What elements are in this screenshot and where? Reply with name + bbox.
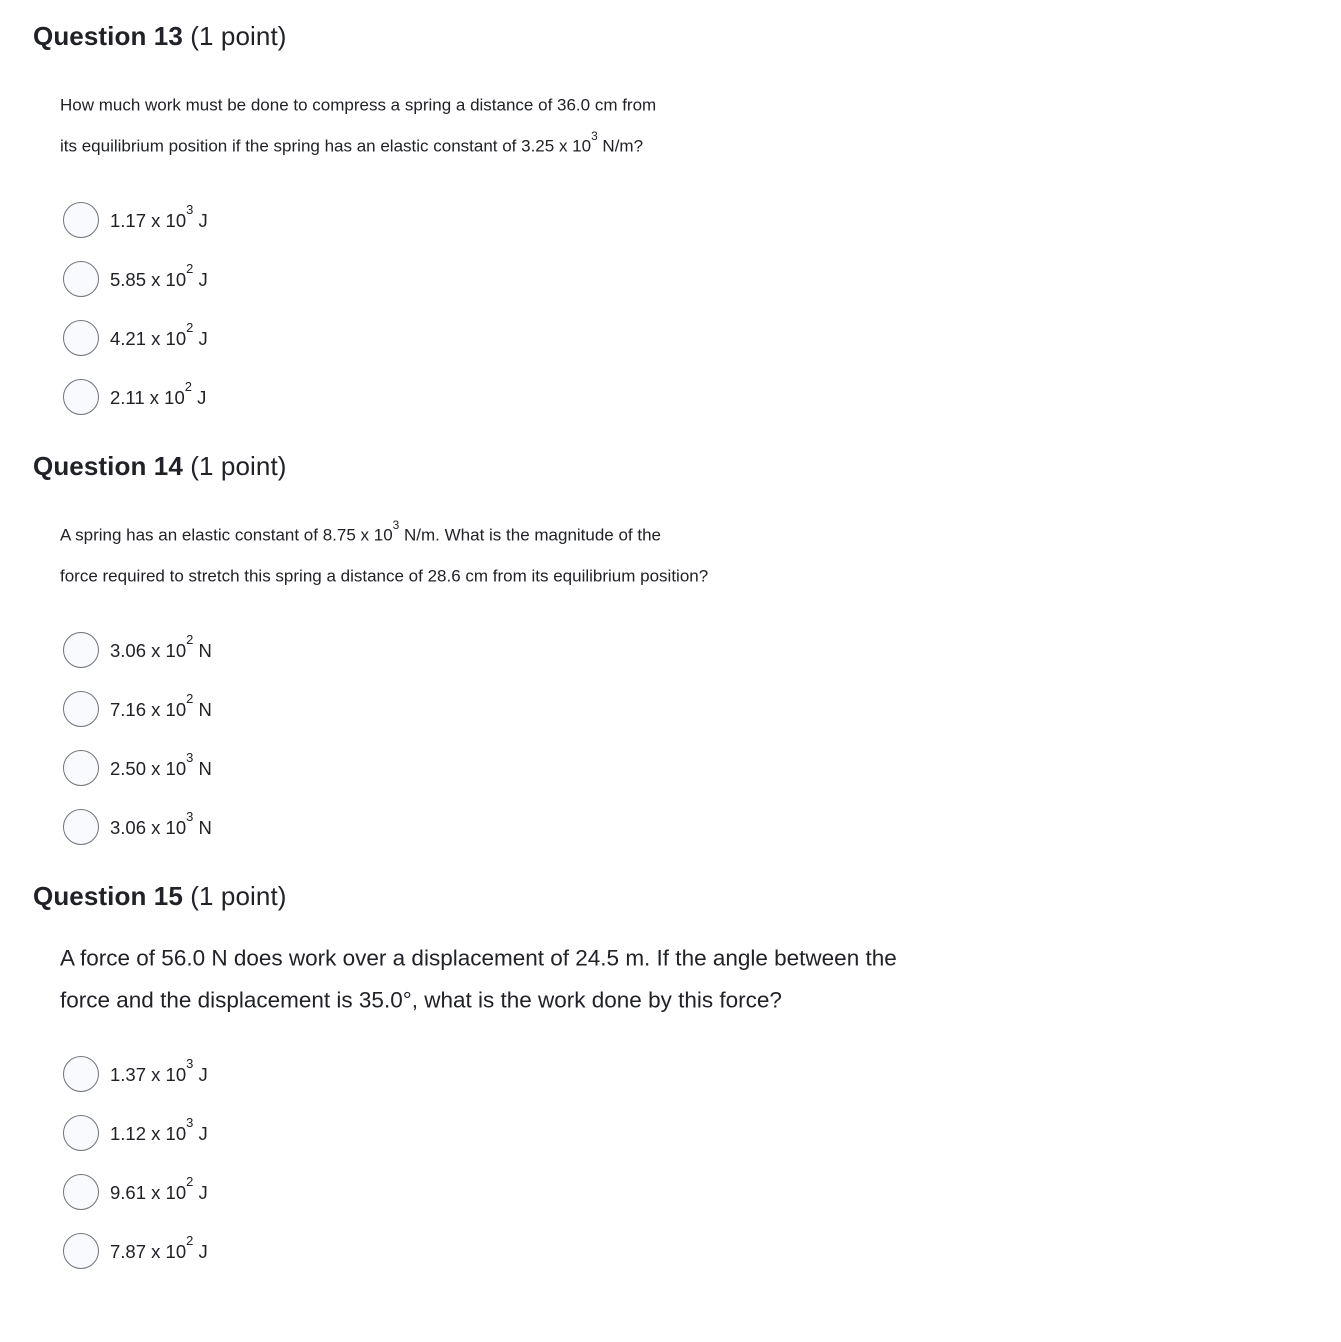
option-text-unit: J	[193, 269, 208, 291]
radio-button[interactable]	[63, 1233, 99, 1269]
answer-option-label	[110, 1115, 208, 1145]
question-text-segment: N/m?	[597, 136, 644, 156]
question-13-heading	[33, 20, 1341, 52]
option-text-base: 3.06 x 10	[110, 817, 187, 839]
answer-option[interactable]	[63, 202, 1341, 238]
question-text-segment: N/m. What is the magnitude of the	[399, 525, 662, 545]
answer-option[interactable]	[63, 379, 1341, 415]
answer-option[interactable]	[63, 1174, 1341, 1210]
answer-option[interactable]	[63, 750, 1341, 786]
answer-option[interactable]	[63, 691, 1341, 727]
option-text-base: 2.11 x 10	[110, 387, 185, 409]
answer-option[interactable]	[63, 320, 1341, 356]
option-text-unit: J	[193, 1064, 208, 1086]
option-text-base: 7.16 x 10	[110, 699, 187, 721]
option-text-unit: N	[193, 817, 212, 839]
radio-button[interactable]	[63, 1174, 99, 1210]
question-text-line	[60, 80, 1341, 121]
answer-option[interactable]	[63, 809, 1341, 845]
radio-button[interactable]	[63, 632, 99, 668]
question-text-segment: its equilibrium position if the spring has an elastic constant of 3.25 x 10	[60, 136, 592, 156]
radio-button[interactable]	[63, 379, 99, 415]
answer-option-label	[110, 320, 208, 350]
radio-button[interactable]	[63, 691, 99, 727]
option-text-base: 3.06 x 10	[110, 640, 187, 662]
option-text-base: 1.17 x 10	[110, 210, 187, 232]
radio-button[interactable]	[63, 809, 99, 845]
option-text-unit: J	[193, 1123, 208, 1145]
answer-option-label	[110, 809, 212, 839]
question-text-segment: How much work must be done to compress a spring a distance of 36.0 cm from	[60, 95, 657, 115]
option-text-unit: J	[193, 1182, 208, 1204]
radio-button[interactable]	[63, 1115, 99, 1151]
answer-option-label	[110, 1174, 208, 1204]
option-exponent: 3	[186, 1115, 194, 1131]
question-text-line	[60, 932, 1341, 974]
radio-button[interactable]	[63, 261, 99, 297]
question-text-exponent: 3	[591, 128, 598, 143]
question-15	[33, 880, 1341, 1269]
radio-button[interactable]	[63, 320, 99, 356]
question-13-text	[60, 80, 1341, 162]
answer-option-label	[110, 632, 212, 662]
question-points: (1 point)	[190, 451, 287, 481]
answer-option-label	[110, 261, 208, 291]
option-exponent: 3	[186, 809, 194, 825]
option-text-unit: J	[191, 387, 207, 409]
option-text-base: 1.37 x 10	[110, 1064, 187, 1086]
question-text-line	[60, 974, 1341, 1016]
question-13-options	[63, 202, 1341, 415]
question-15-heading	[33, 880, 1341, 912]
answer-option-label	[110, 202, 208, 232]
option-exponent: 2	[184, 379, 192, 395]
question-text-line	[60, 121, 1341, 162]
option-text-base: 4.21 x 10	[110, 328, 187, 350]
question-15-options	[63, 1056, 1341, 1269]
answer-option-label	[110, 1233, 208, 1263]
question-15-text	[60, 932, 1341, 1016]
question-number: Question 15	[33, 881, 183, 911]
answer-option-label	[110, 1056, 208, 1086]
radio-button[interactable]	[63, 202, 99, 238]
answer-option[interactable]	[63, 1115, 1341, 1151]
question-text-line	[60, 551, 1341, 592]
question-text-segment: force and the displacement is 35.0°, what is the work done by this force?	[60, 987, 782, 1013]
option-exponent: 3	[186, 202, 194, 218]
answer-option[interactable]	[63, 261, 1341, 297]
answer-option[interactable]	[63, 632, 1341, 668]
option-text-base: 7.87 x 10	[110, 1241, 187, 1263]
question-points: (1 point)	[190, 881, 287, 911]
option-exponent: 3	[186, 750, 194, 766]
question-14-options	[63, 632, 1341, 845]
question-text-segment: A force of 56.0 N does work over a displacement of 24.5 m. If the angle between the	[60, 945, 897, 971]
answer-option[interactable]	[63, 1056, 1341, 1092]
question-text-exponent: 3	[392, 517, 400, 532]
question-number: Question 14	[33, 451, 183, 481]
option-text-unit: J	[193, 1241, 208, 1263]
question-text-segment: A spring has an elastic constant of 8.75 x 10	[60, 525, 393, 545]
radio-button[interactable]	[63, 1056, 99, 1092]
option-text-unit: J	[193, 210, 208, 232]
question-text-segment: force required to stretch this spring a distance of 28.6 cm from its equilibrium position?	[60, 566, 709, 586]
answer-option-label	[110, 379, 207, 409]
question-text-line	[60, 510, 1341, 551]
question-points: (1 point)	[190, 21, 287, 51]
option-text-unit: N	[193, 699, 212, 721]
answer-option-label	[110, 750, 212, 780]
question-14	[33, 450, 1341, 845]
option-text-base: 2.50 x 10	[110, 758, 187, 780]
option-exponent: 2	[186, 1174, 194, 1190]
question-14-text	[60, 510, 1341, 592]
option-exponent: 2	[186, 320, 194, 336]
option-text-unit: J	[193, 328, 208, 350]
question-13	[33, 20, 1341, 415]
answer-option[interactable]	[63, 1233, 1341, 1269]
option-text-base: 9.61 x 10	[110, 1182, 187, 1204]
option-exponent: 2	[186, 691, 194, 707]
question-number: Question 13	[33, 21, 183, 51]
option-text-unit: N	[193, 640, 212, 662]
option-exponent: 2	[186, 632, 194, 648]
option-text-base: 1.12 x 10	[110, 1123, 187, 1145]
radio-button[interactable]	[63, 750, 99, 786]
option-text-base: 5.85 x 10	[110, 269, 187, 291]
question-14-heading	[33, 450, 1341, 482]
option-text-unit: N	[193, 758, 212, 780]
option-exponent: 2	[186, 261, 194, 277]
answer-option-label	[110, 691, 212, 721]
option-exponent: 2	[186, 1233, 194, 1249]
option-exponent: 3	[186, 1056, 194, 1072]
